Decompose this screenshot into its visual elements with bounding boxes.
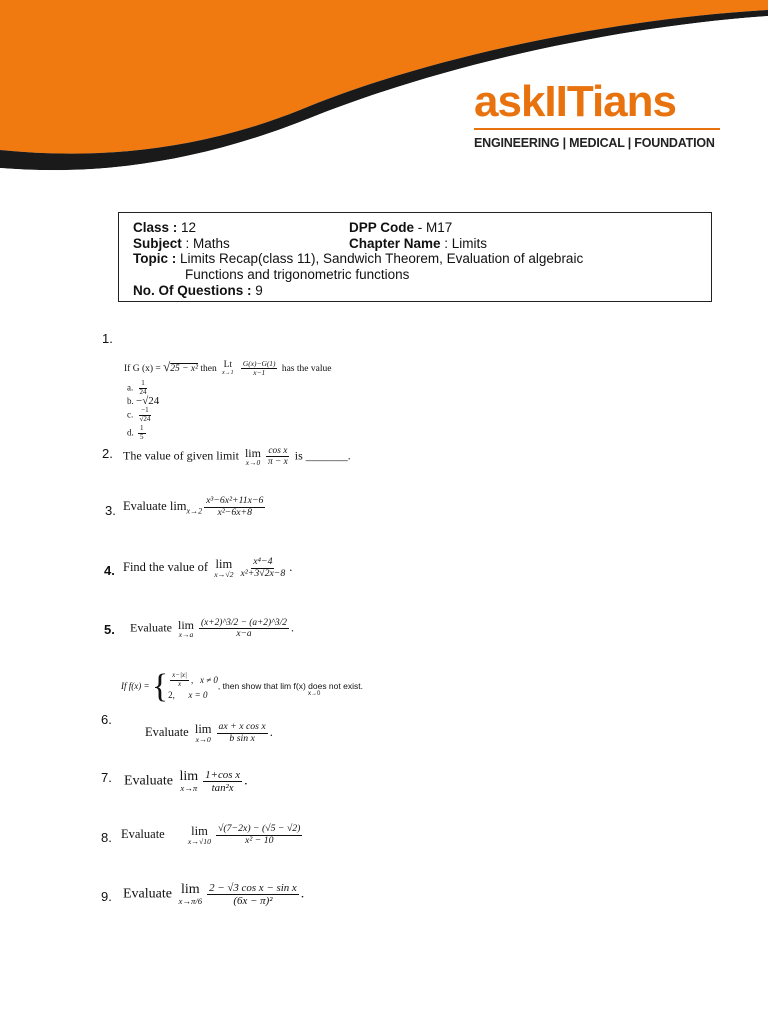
q1-prefix: If G (x) = xyxy=(124,364,164,374)
question-number: 9. xyxy=(101,889,112,904)
brand-logo xyxy=(474,77,724,150)
q1-numerator: G(x)−G(1) xyxy=(242,359,276,369)
question-3 xyxy=(123,496,267,518)
dpp-code-label: DPP Code xyxy=(349,220,415,235)
q3-numerator: x³−6x²+11x−6 xyxy=(206,495,264,506)
dpp-code-row xyxy=(349,220,452,236)
question-7 xyxy=(124,769,248,794)
subject-label: Subject xyxy=(133,236,182,251)
q2-limit xyxy=(245,447,261,466)
piecewise-cases xyxy=(168,672,218,701)
option-d-num: 1 xyxy=(140,424,144,432)
case-2 xyxy=(168,690,207,700)
q2-lim-sub: x→0 xyxy=(245,458,261,468)
q7-numerator: 1+cos x xyxy=(205,769,241,781)
q4-lim-sub: x→√2 xyxy=(214,569,234,579)
lim-word: lim xyxy=(215,557,233,572)
dpp-info-box xyxy=(118,212,712,302)
question-6 xyxy=(145,722,273,744)
question-2 xyxy=(123,446,351,468)
logo-underline xyxy=(474,128,720,130)
option-a-fraction xyxy=(138,380,149,396)
q2-prefix: The value of given limit xyxy=(123,448,242,463)
q4-suffix: . xyxy=(289,560,293,575)
question-count-row xyxy=(133,283,263,299)
q8-limit xyxy=(188,825,211,845)
lim-word: lim xyxy=(244,446,261,461)
topic-row xyxy=(133,251,583,267)
dpp-code-value: - M17 xyxy=(414,220,453,235)
q1-denominator: x−1 xyxy=(253,368,266,378)
q5-lim-sub: x→a xyxy=(178,630,194,640)
question-4 xyxy=(123,557,292,579)
question-number: 7. xyxy=(101,770,112,785)
case-1-fraction xyxy=(170,672,189,688)
q9-lim-sub: x→π/6 xyxy=(178,896,203,907)
subject-value: : Maths xyxy=(181,236,230,251)
q6-pre-lim-sub: x→0 xyxy=(307,691,321,698)
question-9 xyxy=(123,882,304,907)
q5-limit xyxy=(178,619,194,638)
brace-glyph: { xyxy=(151,668,169,705)
chapter-row xyxy=(349,236,487,252)
lim-word: lim xyxy=(180,882,200,898)
q8-lim-sub: x→√10 xyxy=(187,836,212,846)
question-8 xyxy=(121,824,304,846)
q4-fraction xyxy=(239,557,288,579)
q1-radicand: 25 − x² xyxy=(170,364,198,374)
chapter-label: Chapter Name xyxy=(349,236,441,251)
case-1-den: x xyxy=(177,680,182,688)
case-2-condition: x = 0 xyxy=(188,689,208,700)
q5-suffix: . xyxy=(290,620,294,635)
q7-fraction xyxy=(203,769,242,794)
q3-denominator: x²−6x+8 xyxy=(217,506,253,518)
case-1-num: x−|x| xyxy=(172,671,187,680)
q3-fraction xyxy=(204,496,265,518)
option-label: a. xyxy=(127,382,134,393)
question-number: 1. xyxy=(102,331,113,346)
q1-lt: Lt xyxy=(223,360,233,371)
q1-mid: then xyxy=(198,364,220,374)
q6-suffix: . xyxy=(269,725,273,740)
q4-numerator: x⁴−4 xyxy=(253,556,273,567)
question-5 xyxy=(130,618,294,640)
chapter-value: : Limits xyxy=(440,236,488,251)
option-c-fraction xyxy=(138,407,153,423)
question-1 xyxy=(124,359,331,377)
q6-fraction xyxy=(217,722,268,744)
question-number: 4. xyxy=(104,563,115,578)
class-label: Class : xyxy=(133,220,178,235)
case-1-condition: x ≠ 0 xyxy=(199,674,218,685)
q8-fraction xyxy=(216,824,302,846)
q1-lt-sub: x→1 xyxy=(222,369,234,376)
option-c xyxy=(127,407,154,423)
option-label: c. xyxy=(127,409,134,420)
q3-prefix: Evaluate lim xyxy=(123,499,187,514)
q7-lim-sub: x→π xyxy=(180,783,198,794)
option-label: b. xyxy=(127,396,134,406)
topic-label: Topic : xyxy=(133,251,177,266)
option-a-num: 1 xyxy=(141,379,145,387)
q6-denominator: b sin x xyxy=(229,732,255,744)
option-d-den: 5 xyxy=(140,432,144,441)
option-c-den: √24 xyxy=(139,414,151,423)
lim-word: lim xyxy=(177,618,194,633)
case-2-value: 2, xyxy=(168,689,175,700)
question-number: 2. xyxy=(102,446,113,461)
q9-denominator: (6x − π)² xyxy=(233,895,273,907)
option-b-text: −√24 xyxy=(136,395,160,407)
q6-lim-sub: x→0 xyxy=(195,734,211,744)
q6-prefix: Evaluate xyxy=(145,725,192,740)
option-c-num: −1 xyxy=(141,406,149,414)
q5-fraction xyxy=(199,618,289,640)
logo-tagline: ENGINEERING | MEDICAL | FOUNDATION xyxy=(474,136,715,150)
q3-sub: x→2 xyxy=(186,506,203,516)
question-count-label: No. Of Questions : xyxy=(133,283,252,298)
question-count-value: 9 xyxy=(251,283,263,298)
lim-word: lim xyxy=(191,824,208,839)
question-number: 3. xyxy=(105,503,116,518)
q1-limit xyxy=(222,361,233,376)
q5-numerator: (x+2)^3/2 − (a+2)^3/2 xyxy=(201,618,287,628)
q9-fraction xyxy=(207,882,299,907)
topic-value: Limits Recap(class 11), Sandwich Theorem, Evaluation of algebraic xyxy=(176,251,584,266)
q2-denominator: π − x xyxy=(267,457,288,468)
lim-word: lim xyxy=(194,722,212,737)
question-number: 5. xyxy=(104,622,115,637)
q5-prefix: Evaluate xyxy=(130,620,175,635)
question-number: 6. xyxy=(101,712,112,727)
q5-denominator: x−a xyxy=(236,629,252,640)
question-6-preamble xyxy=(121,668,363,706)
q1-fraction xyxy=(241,360,278,377)
q4-denominator: x²+3√2x−8 xyxy=(240,567,286,579)
sqrt-sign: √ xyxy=(163,359,171,374)
q6-pre-suffix: , then show that lim f(x) does not exist. xyxy=(217,681,363,692)
option-label: d. xyxy=(127,427,134,438)
q8-numerator: √(7−2x) − (√5 − √2) xyxy=(218,823,301,834)
logo-text: askIITians xyxy=(474,77,676,126)
q4-limit xyxy=(214,558,233,578)
option-d-fraction xyxy=(138,425,146,441)
case-1: $\frac{x-|x|}{x}$ , x ≠ 0 xyxy=(172,671,218,688)
subject-row xyxy=(133,236,230,252)
q2-numerator: cos x xyxy=(268,446,288,456)
q7-denominator: tan²x xyxy=(211,782,234,794)
q9-limit xyxy=(178,883,202,906)
q4-prefix: Find the value of xyxy=(123,560,212,575)
q2-suffix: is _______. xyxy=(291,448,351,463)
q6-pre-prefix: If f(x) = xyxy=(121,681,152,692)
option-a xyxy=(127,380,151,396)
q9-prefix: Evaluate xyxy=(123,886,176,902)
q9-suffix: . xyxy=(300,886,305,902)
q2-fraction xyxy=(266,446,290,468)
q6-limit xyxy=(195,723,212,743)
question-number: 8. xyxy=(101,830,112,845)
q8-denominator: x² − 10 xyxy=(245,834,274,846)
class-value: 12 xyxy=(177,220,197,235)
q6-numerator: ax + x cos x xyxy=(218,721,266,732)
q1-suffix: has the value xyxy=(279,364,332,374)
q7-prefix: Evaluate xyxy=(124,773,177,789)
option-d xyxy=(127,425,148,441)
option-a-den: 24 xyxy=(139,387,147,396)
class-row xyxy=(133,220,196,236)
lim-word: lim xyxy=(179,769,199,785)
q9-numerator: 2 − √3 cos x − sin x xyxy=(209,882,297,894)
q7-limit xyxy=(179,770,198,793)
topic-row-continued: Functions and trigonometric functions xyxy=(185,267,410,282)
q8-prefix: Evaluate xyxy=(121,827,168,842)
q7-suffix: . xyxy=(244,773,248,789)
